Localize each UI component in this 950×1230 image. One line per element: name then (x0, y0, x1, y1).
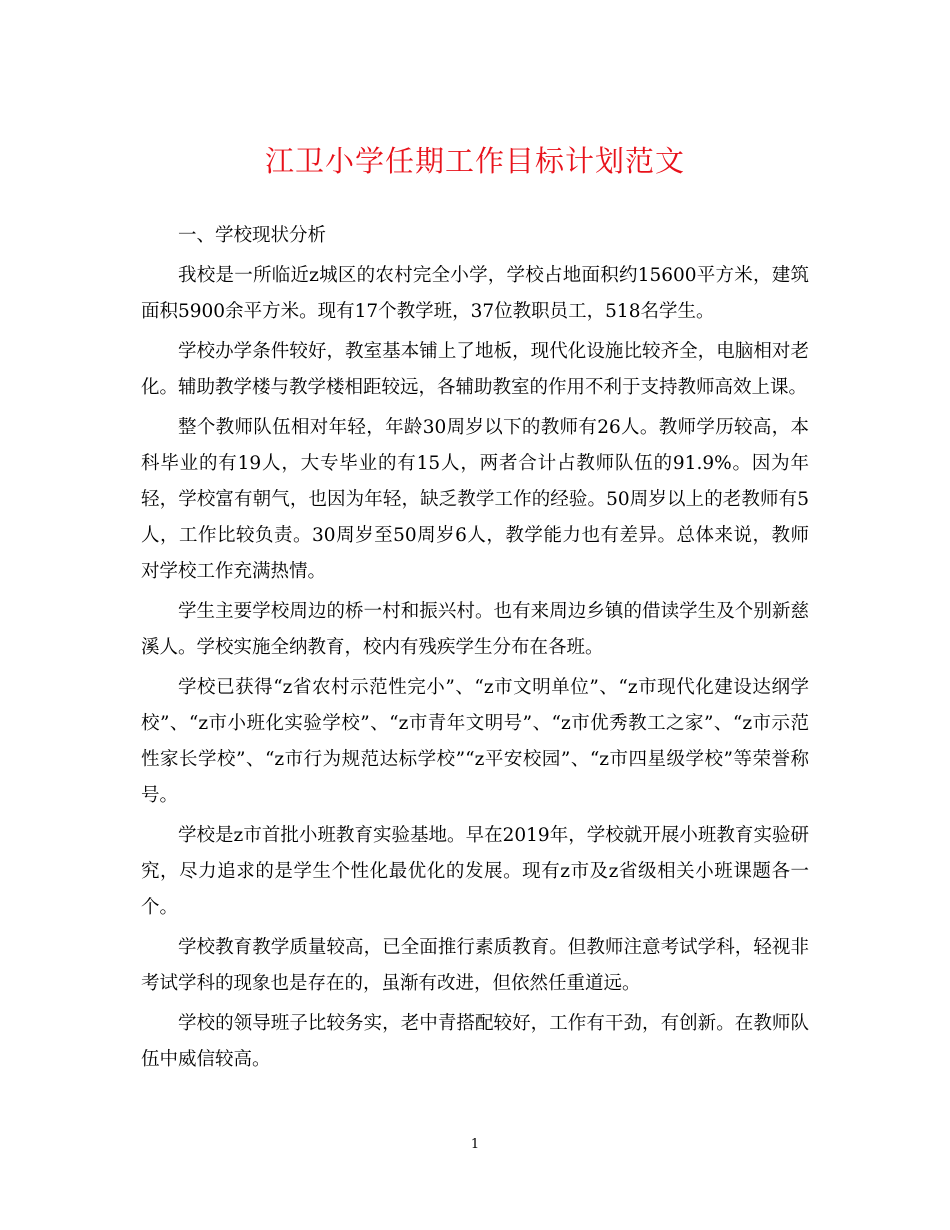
section-heading: 一、学校现状分析 (178, 225, 327, 246)
paragraph: 学校的领导班子比较务实，老中青搭配较好，工作有干劲，有创新。在教师队伍中威信较高。 (141, 1013, 809, 1070)
page-number: 1 (470, 1137, 480, 1152)
paragraph: 学校办学条件较好，教室基本铺上了地板，现代化设施比较齐全，电脑相对老化。辅助教学楼与教学楼相距较远，各辅助教室的作用不利于支持教师高效上课。 (141, 341, 809, 398)
paragraph: 学生主要学校周边的桥一村和振兴村。也有来周边乡镇的借读学生及个别新慈溪人。学校实施全纳教育，校内有残疾学生分布在各班。 (141, 601, 809, 658)
document-title: 江卫小学任期工作目标计划范文 (264, 144, 685, 178)
paragraph: 整个教师队伍相对年轻，年龄30周岁以下的教师有26人。教师学历较高，本科毕业的有19人，大专毕业的有15人，两者合计占教师队伍的91.9%。因为年轻，学校富有朝气，也因为年轻，缺乏教学工作的经验。50周岁以上的老教师有5人，工作比较负责。30周岁至50周岁6人，教学能力也有差异。总体来说，教师对学校工作充满热情。 (141, 417, 809, 582)
paragraph: 学校已获得“z省农村示范性完小”、“z市文明单位”、“z市现代化建设达纲学校”、“z市小班化实验学校”、“z市青年文明号”、“z市优秀教工之家”、“z市示范性家长学校”、“z市行为规范达标学校”“z平安校园”、“z市四星级学校”等荣誉称号。 (141, 677, 809, 806)
paragraph: 学校教育教学质量较高，已全面推行素质教育。但教师注意考试学科，轻视非考试学科的现象也是存在的，虽渐有改进，但依然任重道远。 (141, 937, 809, 994)
paragraph: 学校是z市首批小班教育实验基地。早在2019年，学校就开展小班教育实验研究，尽力追求的是学生个性化最优化的发展。现有z市及z省级相关小班课题各一个。 (141, 825, 809, 918)
paragraph: 我校是一所临近z城区的农村完全小学，学校占地面积约15600平方米，建筑面积5900余平方米。现有17个教学班，37位教职员工，518名学生。 (141, 265, 809, 322)
document-body (141, 218, 809, 1082)
